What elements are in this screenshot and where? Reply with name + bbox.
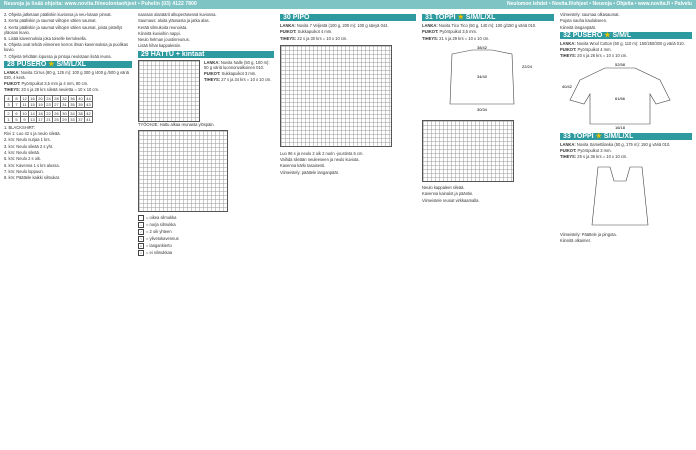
section-32-title: 32 PUSERO (563, 31, 603, 39)
size-cell: 18 (38, 110, 43, 116)
step-item: 5. krs: Neulo 2 s oik. (4, 156, 42, 162)
size-row (5, 110, 93, 116)
section-32-header (560, 32, 692, 39)
section-28-needles: Pyöröpuikot 3,5 mm ja 4 mm, 80 cm. (21, 81, 89, 87)
size-cell: 6 (13, 110, 21, 116)
section-31-yarn: Novita Tico Tico (50 g, 140 m): 100 g/150 g väriä 010. (438, 23, 537, 29)
legend-symbol: o (138, 243, 144, 249)
intro-item: 5. Lisää kavennuksia joka toiselle kerroksella. (4, 35, 87, 41)
step-item: 3. krs: Neulo sileää 2 s yht. (4, 143, 54, 149)
size-cell: 39 (78, 101, 83, 107)
size-cell: 26 (54, 110, 59, 116)
section-30-header (280, 14, 416, 21)
section-31-sizes: S/M/L/XL (465, 14, 496, 21)
section-30-needles: Sukkapuikot 4 mm. (297, 29, 333, 35)
size-cell: 27 (54, 101, 59, 107)
size-cell: 36 (70, 95, 75, 101)
size-cell: 43 (86, 101, 91, 107)
legend-item (138, 250, 274, 256)
section-29-needles: Sukkapuikot 3 mm. (221, 70, 257, 76)
legend-label: = ei silmukkaa (146, 250, 173, 256)
star-icon: ★ (457, 14, 464, 21)
legend-item (138, 243, 274, 249)
legend-label: = ylivetokavennus (146, 236, 179, 242)
size-row (5, 116, 93, 122)
section-28-gauge: 20 s ja 28 krs sileää neuletta = 10 x 10 cm. (21, 87, 100, 93)
toppi-chart (422, 120, 514, 182)
legend-label: = oikea silmukka (146, 215, 177, 221)
size-cell: 16 (30, 95, 35, 101)
step-item: 4. krs: Neulo sileää. (4, 150, 40, 156)
text-paragraph: Kiinnitä olkaimet. (560, 238, 591, 243)
section-33-needles: Pyöröpuikot 3 mm. (577, 148, 612, 154)
size-cell: 2 (5, 110, 13, 116)
diagram-label: 61/66 (614, 95, 626, 101)
step-item: Rivi 1: Luo 42 s ja neulo sileää. (4, 131, 61, 137)
size-cell: 17 (38, 116, 43, 122)
size-cell: 20 (38, 95, 43, 101)
section-29-title: 29 HATTU (141, 50, 174, 58)
step-item: 6. krs: Kavenna 1 s krs alussa. (4, 162, 60, 168)
size-chart-a (4, 95, 93, 108)
intro-item: 4. Kerta pääliskin ja saumat viiltojen välien saumat, joista pistellyt yläosan kuvio. (4, 24, 123, 35)
legend-symbol: / (138, 229, 144, 235)
size-cell: 10 (22, 110, 27, 116)
legend-symbol: \ (138, 236, 144, 242)
section-30-title: 30 PIPO (283, 14, 310, 21)
size-cell: 8 (13, 95, 21, 101)
step-item: 2. krs: Neulo nurjaa 1 krs. (4, 137, 51, 143)
section-33-header (560, 133, 692, 140)
section-32-yarn: Novita Wool Cotton (50 g, 110 m): 150/250/300 g väriä 010. (576, 40, 685, 46)
text-paragraph: Viimeistely: päättele langanpäät. (280, 169, 339, 175)
size-cell: 21 (46, 116, 51, 122)
section-31-needles: Pyöröpuikot 3,5 mm. (439, 29, 478, 35)
step-item: 8. krs: Päättele kaikki silmukat. (4, 175, 60, 181)
col3-texts (280, 151, 416, 175)
text-paragraph: Pujota nauha kaulukseen. (560, 18, 608, 24)
size-cell: 1 (5, 116, 13, 122)
section-33-sizes: S/M/L/XL (603, 132, 634, 140)
size-cell: 3 (5, 101, 13, 107)
top-schematic-diagram (422, 44, 542, 114)
section-28-title: 28 PUSERO (7, 60, 47, 68)
pusero-schematic-diagram (560, 60, 680, 130)
size-cell: 29 (62, 116, 67, 122)
text-paragraph: Viimeistele reunat virkkaamalla. (422, 197, 480, 203)
legend-item (138, 236, 274, 242)
size-cell: 14 (30, 110, 35, 116)
size-cell: 25 (54, 116, 59, 122)
size-cell: 35 (70, 101, 75, 107)
section-33-yarn: Novita Samettilanka (50 g, 175 m): 150 g väriä 010. (576, 141, 671, 147)
size-cell: 41 (86, 116, 91, 122)
col5-texts (560, 12, 692, 30)
intro-item: 7. Ohjeita tehdään lopussa ja pintoja neulotaan lisää reuna. (4, 53, 112, 59)
column-2: naaraan alanäärit alkuperäisessä kuviossa. Saumaus: aloita yläosasta ja jatka alas. Kerää silmukoita reunoista. Kiinnitä kuvioihin nappi. Neulo helman joustinreunus. Lisää hihat kappaleisiin. 29 HATTU + kintaat LANKA: Novita Nalle (50 g, 100 m): 50 g väriä luonnonvalkoinen 010. PUIKOT: Sukkapuikot 3 mm. TIHEYS: 27 s ja 34 krs = 10 x 10 cm. TYÖOHJE: Hattu alkaa reunasta ylöspäin. = oikea silmukka – = nurja silmukka / = 2 oik yhteen \ = ylivetokavennus o = langankierto × = ei silmukkaa (138, 12, 274, 448)
size-cell: 38 (78, 110, 83, 116)
size-cell: 24 (46, 95, 51, 101)
size-chart-b (4, 110, 93, 123)
size-cell: 4 (5, 95, 13, 101)
diagram-label: 34/40 (476, 73, 488, 79)
closing-texts (560, 232, 692, 243)
size-cell: 30 (62, 110, 67, 116)
column-4: 31 TOPPI ★ S/M/L/XL LANKA: Novita Tico Tico (50 g, 140 m): 100 g/150 g väriä 010. PUIKOT: Pyöröpuikot 3,5 mm. TIHEYS: 21 s ja 29 krs = 10 x 10 cm. 38/42 34/40 22/24 30/34 Neulo kappaleet sileää. Kavenna kainalot ja pääntie. Viimeistele reunat virkkaamalla. (422, 12, 554, 448)
section-31-gauge: 21 s ja 29 krs = 10 x 10 cm. (439, 35, 490, 41)
section-29-yarn: Novita Nalle (50 g, 100 m): 50 g väriä luonnonvalkoinen 010. (204, 59, 270, 70)
step-item: 7. krs: Neulo loppuun. (4, 168, 44, 174)
size-cell: 42 (86, 110, 91, 116)
size-cell: 7 (13, 101, 21, 107)
legend-label: = 2 oik yhteen (146, 229, 172, 235)
section-29-subtitle: + kintaat (175, 50, 205, 58)
column-1: 2. Ohjeita jatketaan pääliskin kuviossa ja neu-lotaan pinnat. 3. Kerta pääliskin ja saumat viiltojen välien saumat. 4. Kerta pääliskin ja saumat viiltojen välien saumat, joista pistellyt yläosan kuvio. 5. Lisää kavennuksia joka toiselle kerroksella. 6. Ohjeita ovat tehdä viimeinen kerros ilman kavennuksia ja puolikas kuvio. 7. Ohjeita tehdään lopussa ja pintoja neulotaan lisää reuna. 28 PUSERO ★ S/M/L/XL LANKA: Novita Cirrus (80 g, 125 m): 100 g 300 g /400 g /500 g väriä 020, 4 kerä. PUIKOT: Pyöröpuikot 3,5 mm ja 4 mm, 80 cm. TIHEYS: 20 s ja 28 krs sileää neuletta = 10 x 10 cm. 4 8 12 16 20 24 28 32 36 40 44 3 7 11 15 19 23 27 31 35 39 43 2 6 10 14 18 22 26 30 34 38 42 1 5 9 13 17 21 25 29 33 37 41 1. BLACKSHIRT: Rivi 1: Luo 42 s ja neulo sileää. 2. krs: Neulo nurjaa 1 krs. 3. krs: Neulo sileää 2 s yht. 4. krs: Neulo sileää. 5. krs: Neulo 2 s oik. 6. krs: Kavenna 1 s krs alussa. 7. krs: Neulo loppuun. 8. krs: Päättele kaikki silmukat. (4, 12, 132, 448)
size-cell: 37 (78, 116, 83, 122)
diagram-label: 16/18 (614, 124, 626, 130)
column-5: Viimeistely: saumaa olkasaumat. Pujota nauha kaulukseen. Kiinnitä langanpäät. 32 PUSERO ★ S/M/L LANKA: Novita Wool Cotton (50 g, 110 m): 150/250/300 g väriä 010. PUIKOT: Pyöröpuikot 4 mm. TIHEYS: 20 s ja 26 krs = 10 x 10 cm. 52/58 61/66 40/42 16/18 33 TOPPI ★ S/M/L/XL LANKA: Novita Samettilanka (50 g, 175 m): 150 g väriä 010. PUIKOT: Pyöröpuikot 3 mm. TIHEYS: 25 s ja 36 krs = 10 x 10 cm. Viimeistely: Päättele ja pingota. Kiinnitä olkaimet. (560, 12, 692, 448)
size-cell: 12 (22, 95, 27, 101)
section-32-gauge: 20 s ja 26 krs = 10 x 10 cm. (577, 53, 628, 59)
section-28-header (4, 61, 132, 68)
star-icon: ★ (595, 132, 602, 140)
legend-item (138, 222, 274, 228)
size-cell: 22 (46, 110, 51, 116)
text-paragraph: Kavenna kärki tasaisesti. (280, 163, 326, 169)
text-paragraph: Lisää hihat kappaleisiin. (138, 43, 182, 49)
intro-item: 3. Kerta pääliskin ja saumat viiltojen välien saumat. (4, 18, 97, 24)
size-cell: 32 (62, 95, 67, 101)
large-pattern-chart (138, 130, 228, 212)
size-row (5, 95, 93, 101)
section-32-sizes: S/M/L (612, 31, 632, 39)
pipo-chart (280, 45, 392, 147)
size-cell: 34 (70, 110, 75, 116)
text-paragraph: Kavenna kainalot ja pääntie. (422, 191, 474, 197)
section-30-gauge: 22 s ja 30 krs = 10 x 10 cm. (297, 35, 348, 41)
intro-item: 2. Ohjeita jatketaan pääliskin kuviossa ja neu-lotaan pinnat. (4, 12, 112, 17)
legend-item (138, 215, 274, 221)
size-cell: 11 (22, 101, 27, 107)
text-paragraph: Kiinnitä kuvioihin nappi. (138, 30, 181, 36)
top-banner-right: Neulomon lehdet • Novita.fi/ohjeet • Neuvoja • Ohjeita • www.novita.fi • Palvelu (507, 1, 692, 7)
work-instructions: TYÖOHJE: Hattu alkaa reunasta ylöspäin. (138, 121, 215, 127)
section-33-gauge: 25 s ja 36 krs = 10 x 10 cm. (577, 154, 628, 160)
steps-list (4, 125, 132, 180)
top-banner-left: Neuvoja ja lisää ohjeita: www.novita.fi/neulontaohjeet • Puhelin (03) 4122 7800 (4, 1, 197, 7)
text-paragraph: Viimeistely: saumaa olkasaumat. (560, 12, 620, 17)
size-cell: 5 (13, 116, 21, 122)
step-item: 1. BLACKSHIRT: (4, 124, 35, 130)
text-paragraph: Saumaus: aloita yläosasta ja jatka alas. (138, 18, 210, 24)
section-30-yarn: Novita 7 Veljestä (100 g, 200 m): 100 g sävyä 044. (296, 23, 389, 29)
size-cell: 28 (54, 95, 59, 101)
size-cell: 33 (70, 116, 75, 122)
section-33-title: 33 TOPPI (563, 132, 594, 140)
legend-label: = langankierto (146, 243, 172, 249)
size-cell: 9 (21, 116, 29, 122)
diagram-label: 40/42 (562, 83, 573, 89)
size-cell: 31 (62, 101, 67, 107)
text-paragraph: Kerää silmukoita reunoista. (138, 24, 188, 30)
diagram-label: 38/42 (476, 44, 488, 50)
size-cell: 44 (86, 95, 91, 101)
section-28-yarn: Novita Cirrus (80 g, 125 m): 100 g 300 g /400 g /500 g väriä 020, 4 kerä. (4, 69, 129, 80)
col2-texts (138, 12, 274, 49)
legend-item (138, 229, 274, 235)
top-banner (0, 0, 696, 9)
text-paragraph: Neulo helman joustinreunus. (138, 37, 190, 43)
text-paragraph: Neulo kappaleet sileää. (422, 185, 465, 191)
intro-list (4, 12, 132, 59)
legend (138, 215, 274, 256)
section-29-gauge: 27 s ja 34 krs = 10 x 10 cm. (221, 77, 272, 83)
section-31-header (422, 14, 554, 21)
size-cell: 15 (30, 101, 35, 107)
diagram-label: 30/34 (476, 106, 488, 112)
section-29-header (138, 51, 274, 58)
star-icon: ★ (48, 60, 55, 68)
diagram-label: 52/58 (614, 61, 626, 67)
size-cell: 23 (46, 101, 51, 107)
text-paragraph: Vaihda sileään neuleeseen ja neulo kuviota. (280, 157, 360, 163)
legend-symbol (138, 215, 144, 221)
size-cell: 40 (78, 95, 83, 101)
pattern-chart (138, 60, 200, 122)
diagram-label: 22/24 (522, 63, 533, 69)
section-31-title: 31 TOPPI (425, 14, 456, 21)
text-paragraph: Kiinnitä langanpäät. (560, 24, 596, 30)
col4-texts (422, 185, 554, 203)
star-icon: ★ (604, 31, 611, 39)
text-paragraph: naaraan alanäärit alkuperäisessä kuviossa. (138, 12, 217, 17)
section-28-sizes: S/M/L/XL (56, 60, 87, 68)
toppi-33-schematic-diagram (560, 161, 680, 231)
legend-symbol: × (138, 250, 144, 256)
text-paragraph: Viimeistely: Päättele ja pingota. (560, 231, 617, 237)
column-3: 30 PIPO LANKA: Novita 7 Veljestä (100 g, 200 m): 100 g sävyä 044. PUIKOT: Sukkapuikot 4 mm. TIHEYS: 22 s ja 30 krs = 10 x 10 cm. Luo 96 s ja neulo 2 oik 2 nurin -joustinta 5 cm. Vaihda sileään neuleeseen ja neulo kuviota. Kavenna kärki tasaisesti. Viimeistely: päättele langanpäät. (280, 12, 416, 448)
legend-label: = nurja silmukka (146, 222, 176, 228)
intro-item: 6. Ohjeita ovat tehdä viimeinen kerros ilman kavennuksia ja puolikas kuvio. (4, 42, 129, 53)
size-cell: 19 (38, 101, 43, 107)
size-row (5, 101, 93, 107)
size-cell: 13 (30, 116, 35, 122)
legend-symbol: – (138, 222, 144, 228)
section-32-needles: Pyöröpuikot 4 mm. (577, 47, 612, 53)
text-paragraph: Luo 96 s ja neulo 2 oik 2 nurin -joustinta 5 cm. (280, 150, 364, 156)
